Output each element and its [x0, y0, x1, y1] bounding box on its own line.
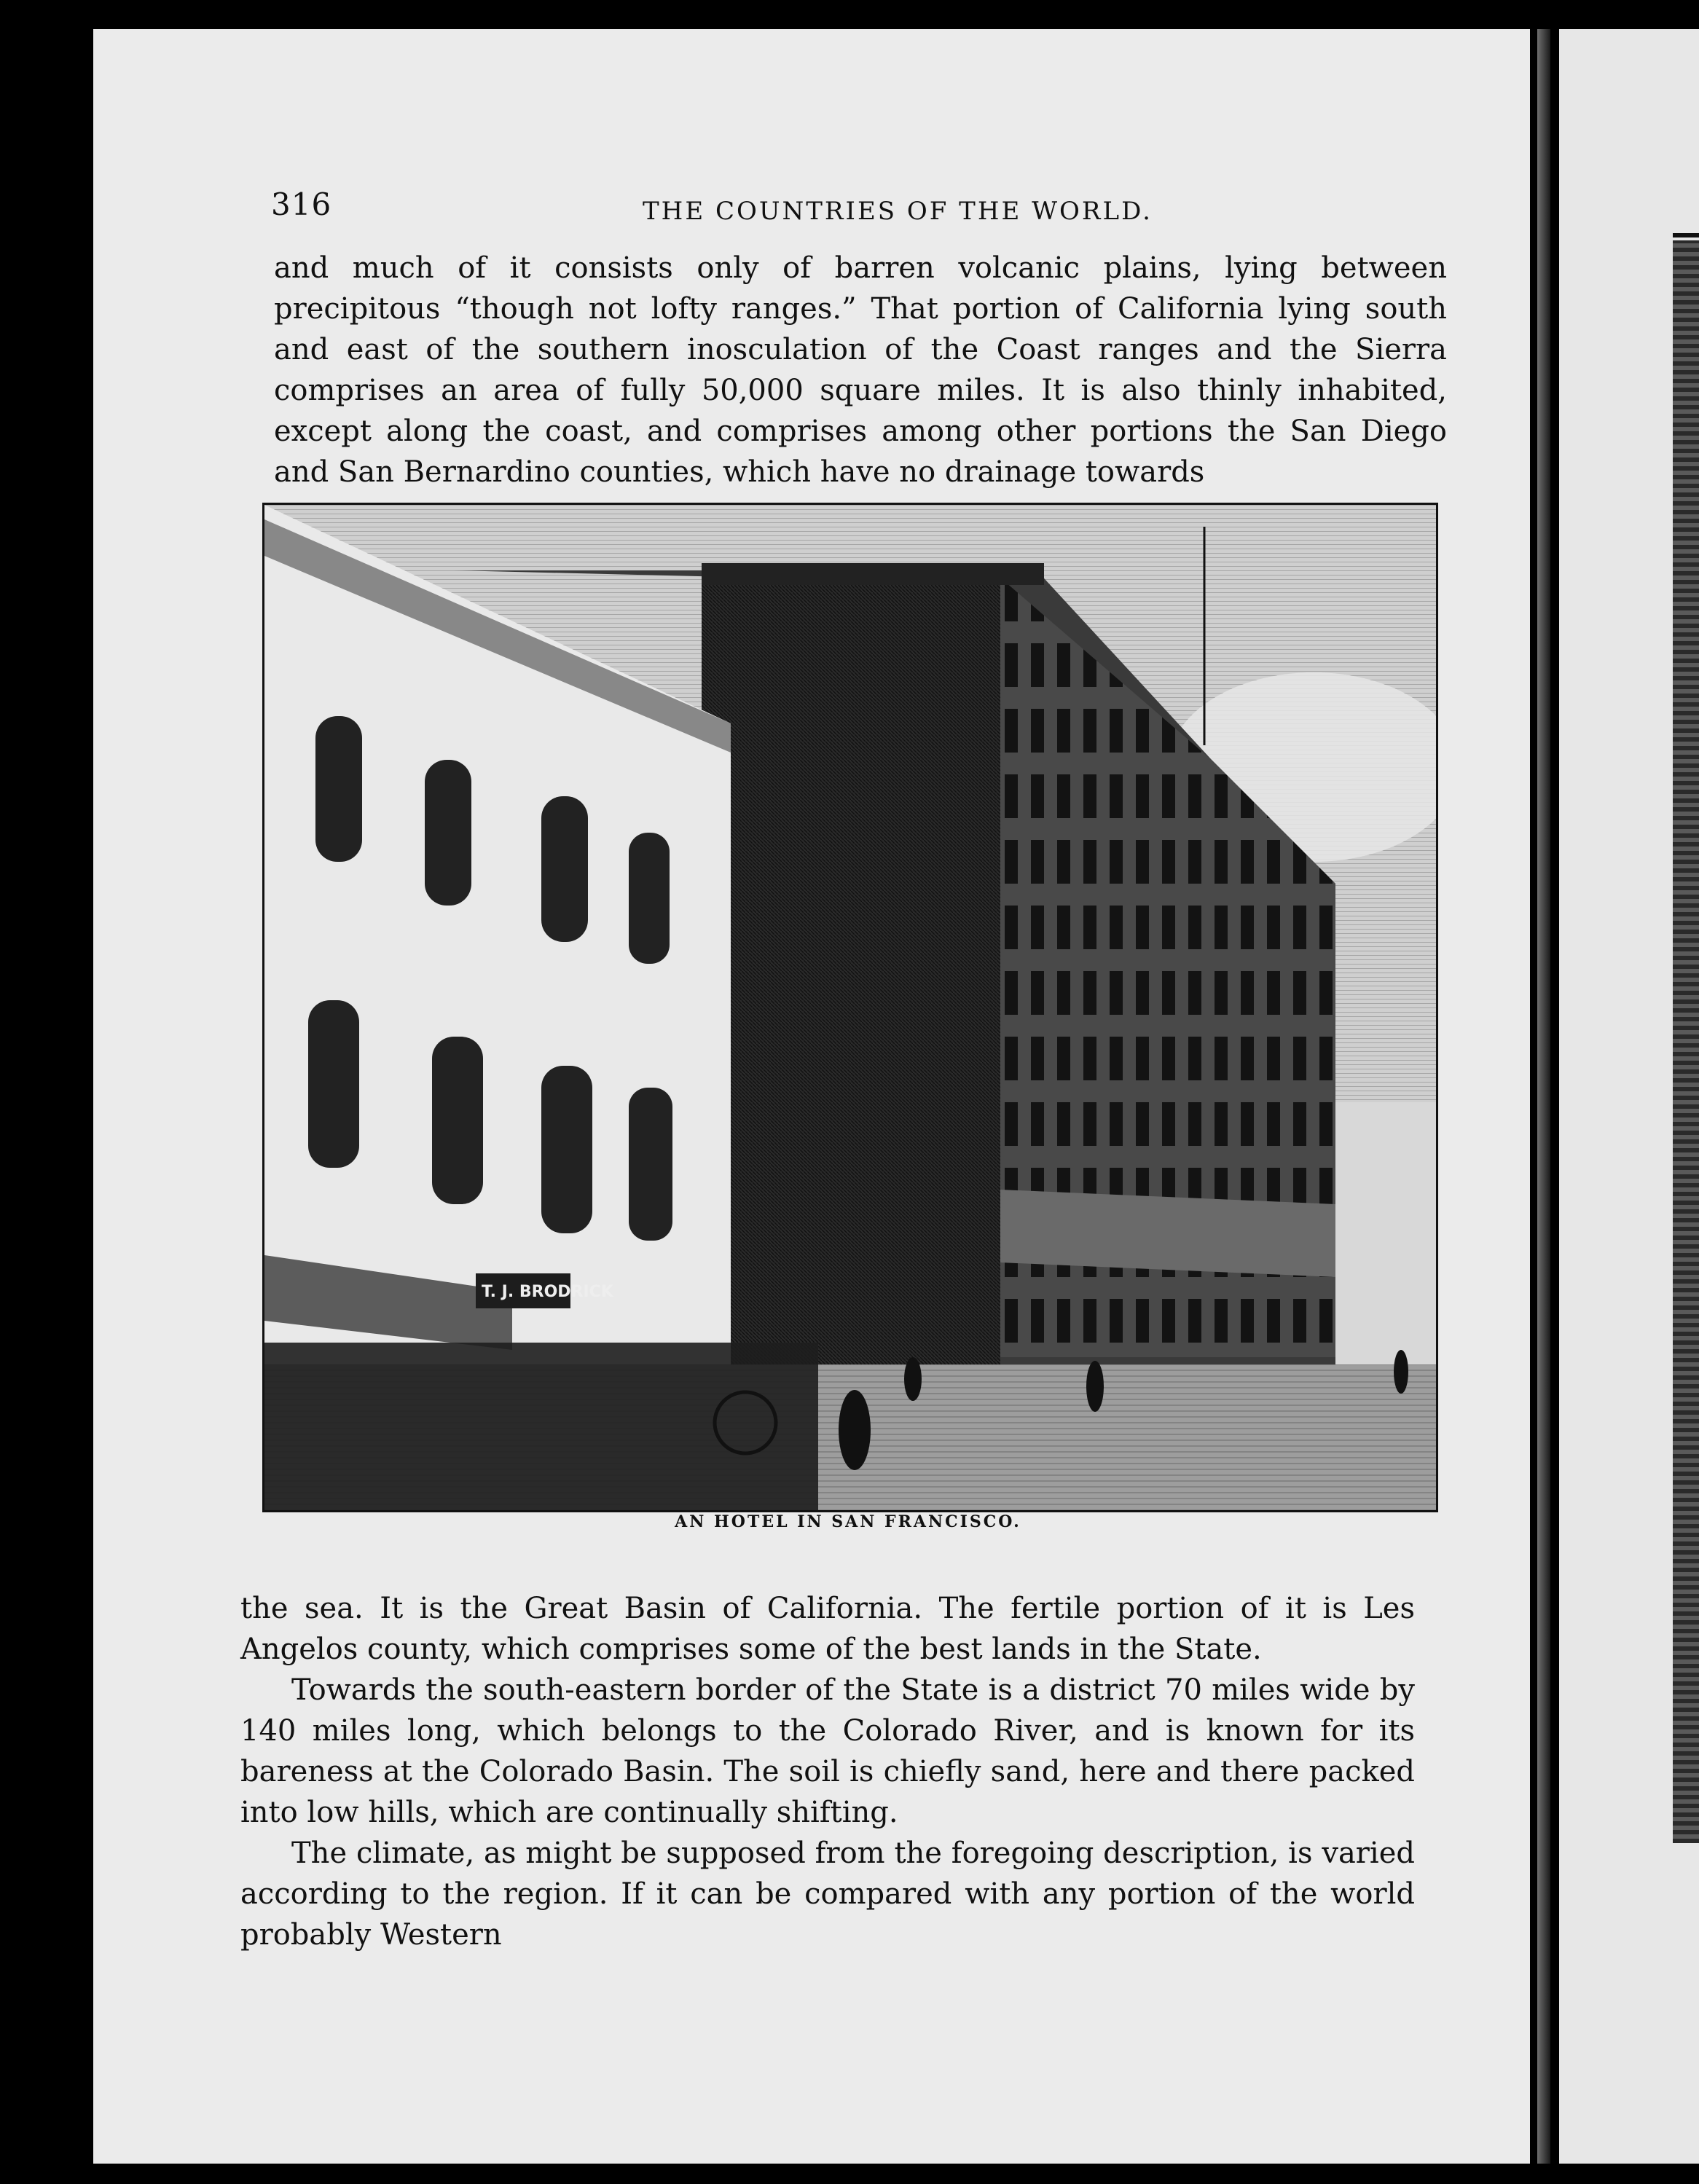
page-number: 316 [271, 186, 332, 222]
running-head [271, 186, 1451, 230]
hotel-front-shadow [702, 578, 1000, 1364]
paragraph-top: and much of it consists only of barren volcanic plains, lying between precipitous “though not lofty ranges.” That portion of California lying south and east of the southern inosculation of the Coast ranges and the Sierra comprises an area of fully 50,000 square miles. It is also thinly inhabited, except along the coast, and comprises among other portions the San Diego and San Bernardino counties, which have no drainage towards [274, 251, 1447, 489]
hotel-engraving [262, 503, 1438, 1512]
text-top [274, 248, 1447, 492]
facing-page-rule [1673, 233, 1699, 237]
hotel-cornice [702, 563, 1044, 585]
engraving-illustration [264, 505, 1436, 1510]
running-title: THE COUNTRIES OF THE WORLD. [643, 197, 1153, 226]
awning-right [1000, 1190, 1335, 1277]
figure-caption: AN HOTEL IN SAN FRANCISCO. [675, 1512, 1021, 1531]
text-bottom [240, 1588, 1415, 1955]
paragraph-3: The climate, as might be supposed from the foregoing description, is varied according to the region. If it can be compared with any portion of the world probably Western [240, 1837, 1415, 1952]
shop-front-shadow [264, 1343, 818, 1510]
paragraph-1: the sea. It is the Great Basin of California. The fertile portion of it is Les Angelos county, which comprises some of the best lands in the State. [240, 1592, 1415, 1666]
shop-sign-text: T. J. BRODRICK [482, 1283, 613, 1301]
facing-page-illustration-edge [1673, 240, 1699, 1843]
paragraph-2: Towards the south-eastern border of the State is a district 70 miles wide by 140 miles long, which belongs to the Colorado River, and is known for its bareness at the Colorado Basin. The soil is chiefly sand, here and there packed into low hills, which are continually shifting. [240, 1673, 1415, 1829]
page-gutter-shadow [1537, 29, 1550, 2164]
